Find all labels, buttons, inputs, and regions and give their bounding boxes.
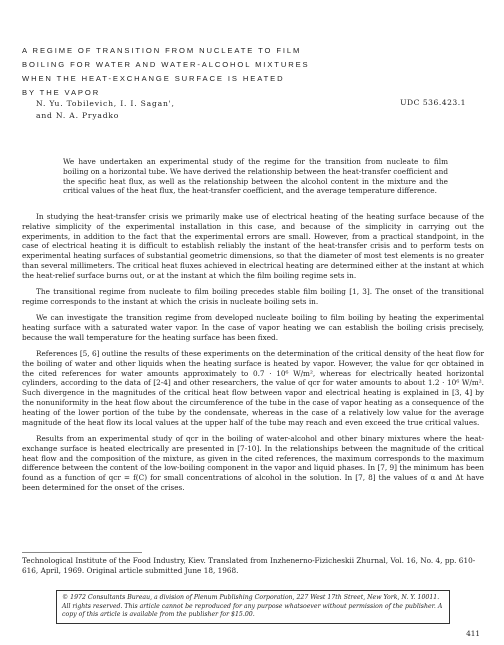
copyright-box: © 1972 Consultants Bureau, a division of Plenum Publishing Corporation, 227 West 17th Street, New York, N. Y. 10011. All rights reserved. This article cannot be reproduced for any purpose whatsoever without permission of the publisher. A copy of this article is available from the publisher for $15.00.	[56, 590, 450, 624]
authors	[36, 98, 175, 122]
footnote: Technological Institute of the Food Industry, Kiev. Translated from Inzhenerno-Fizicheskii Zhurnal, Vol. 16, No. 4, pp. 610-616, April, 1969. Original article submitted June 18, 1968.	[22, 556, 476, 575]
udc-code: UDC 536.423.1	[400, 98, 466, 107]
body-paragraph: In studying the heat-transfer crisis we primarily make use of electrical heating of the heating surface because of the relative simplicity of the experimental installation in this case, and because of the simplicity in carrying out the experiments, in addition to the fact that the experimental errors are small. However, from a practical standpoint, in the case of electrical heating it is difficult to establish reliably the instant of the heat-transfer crisis and to perform tests on experimental heating surfaces of substantial geometric dimensions, so that the diameter of most test elements is no greater than several millimeters. The critical heat fluxes achieved in electrical heating are determined either at the instant at which the heat-relief surface burns out, or at the instant at which the film boiling regime sets in.	[22, 212, 484, 280]
article-title	[22, 44, 422, 100]
title-line: WHEN THE HEAT-EXCHANGE SURFACE IS HEATED	[22, 74, 285, 83]
body-paragraph: We can investigate the transition regime from developed nucleate boiling to film boiling by heating the experimental heating surface with a saturated water vapor. In the case of vapor heating we can establish the boiling crisis precisely, because the wall temperature for the heating surface has been fixed.	[22, 313, 484, 342]
footnote-divider	[22, 552, 142, 553]
body-paragraph: The transitional regime from nucleate to film boiling precedes stable film boiling [1, 3]. The onset of the transitional regime corresponds to the instant at which the crisis in nucleate boiling sets in.	[22, 287, 484, 306]
title-line: BOILING FOR WATER AND WATER-ALCOHOL MIXTURES	[22, 60, 310, 69]
page-number: 411	[466, 629, 480, 638]
body-paragraph: References [5, 6] outline the results of these experiments on the determination of the critical density of the heat flow for the boiling of water and other liquids when the heating surface is heated by vapor. However, the value for qcr obtained in the cited references for water amounts approximately to 0.7 · 10⁶ W/m², whereas for electrically heated horizontal cylinders, according to the data of [2-4] and other researchers, the value of qcr for water amounts to about 1.2 · 10⁶ W/m². Such divergence in the magnitudes of the critical heat flow between vapor and electrical heating is explained in [3, 4] by the nonuniformity in the heat flow about the circumference of the tube in the case of vapor heating as a consequence of the heating of the lower portion of the tube by the condensate, whereas in the case of a relatively low value for the average magnitude of the heat flow its local values at the upper half of the tube may reach and even exceed the true critical values.	[22, 349, 484, 427]
body-paragraph: Results from an experimental study of qcr in the boiling of water-alcohol and other binary mixtures where the heat-exchange surface is heated electrically are presented in [7-10]. In the relationships between the magnitude of the critical heat flow and the composition of the mixture, as given in the cited references, the maximum corresponds to the maximum difference between the content of the low-boiling component in the vapor and liquid phases. In [7, 9] the minimum has been found as a function of qcr = f(C) for small concentrations of alcohol in the solution. In [7, 8] the values of α and Δt have been determined for the onset of the crises.	[22, 433, 484, 492]
title-line: A REGIME OF TRANSITION FROM NUCLEATE TO FILM	[22, 46, 302, 55]
abstract: We have undertaken an experimental study of the regime for the transition from nucleate to film boiling on a horizontal tube. We have derived the relationship between the heat-transfer coefficient and the specific heat flux, as well as the relationship between the alcohol content in the mixture and the critical values of the heat flux, the heat-transfer coefficient, and the average temperature difference.	[63, 157, 448, 196]
title-line: BY THE VAPOR	[22, 88, 101, 97]
article-body	[22, 212, 484, 499]
authors-line: N. Yu. Tobilevich, I. I. Sagan',	[36, 99, 175, 108]
authors-line: and N. A. Pryadko	[36, 111, 120, 120]
